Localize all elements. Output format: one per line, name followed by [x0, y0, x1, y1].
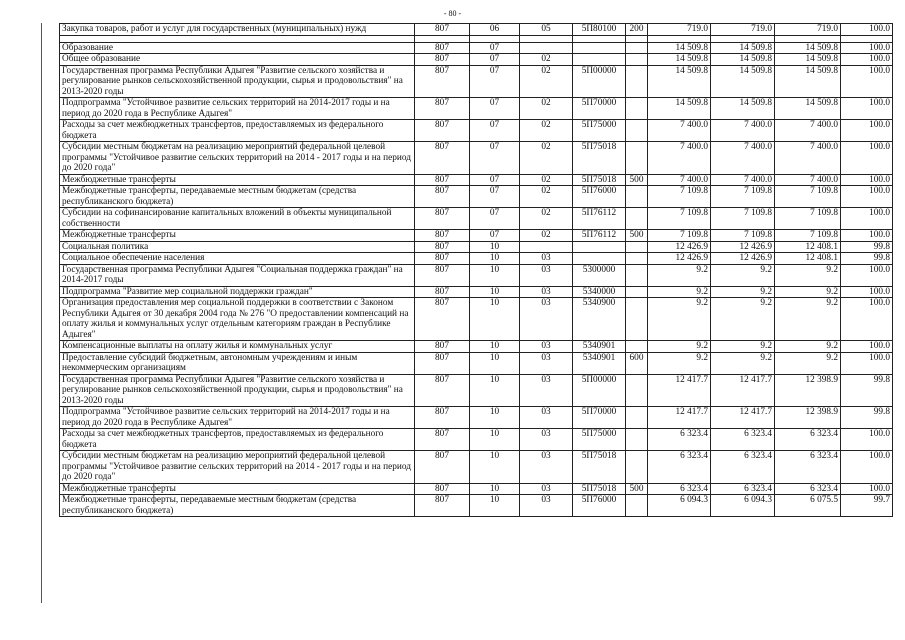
row-v1-cell: 9.2 [648, 286, 711, 298]
row-vr-cell [626, 286, 648, 298]
row-pct-cell: 100.0 [841, 352, 893, 374]
row-v3-cell: 14 509.8 [775, 42, 841, 54]
row-pct-cell: 100.0 [841, 120, 893, 142]
row-pr-cell: 03 [520, 341, 573, 353]
table-row [60, 341, 893, 353]
row-v1-cell: 12 426.9 [648, 253, 711, 265]
row-vr-cell [626, 98, 648, 120]
row-pr-cell: 02 [520, 142, 573, 175]
row-v2-cell: 9.2 [711, 352, 775, 374]
row-gr-cell: 807 [415, 230, 470, 242]
row-v1-cell: 9.2 [648, 352, 711, 374]
row-pr-cell: 03 [520, 451, 573, 484]
table-row [60, 253, 893, 265]
row-pr-cell: 02 [520, 208, 573, 230]
row-rz-cell: 07 [470, 98, 520, 120]
row-pr-cell [520, 241, 573, 253]
row-v2-cell: 9.2 [711, 341, 775, 353]
row-csr-cell [573, 241, 626, 253]
row-v3-cell: 12 408.1 [775, 241, 841, 253]
row-gr-cell: 807 [415, 98, 470, 120]
row-csr-cell: 5П00000 [573, 65, 626, 98]
row-v2-cell: 7 109.8 [711, 208, 775, 230]
spacer-cell [626, 35, 648, 42]
row-rz-cell: 07 [470, 208, 520, 230]
row-v2-cell: 7 109.8 [711, 186, 775, 208]
row-v3-cell: 9.2 [775, 264, 841, 286]
row-v2-cell: 9.2 [711, 286, 775, 298]
row-rz-cell: 10 [470, 264, 520, 286]
row-v1-cell: 7 109.8 [648, 208, 711, 230]
row-v1-cell: 719.0 [648, 24, 711, 36]
row-pct-cell: 100.0 [841, 24, 893, 36]
row-v1-cell: 7 400.0 [648, 174, 711, 186]
row-pr-cell: 02 [520, 174, 573, 186]
row-v1-cell: 14 509.8 [648, 42, 711, 54]
row-vr-cell [626, 429, 648, 451]
row-pct-cell: 100.0 [841, 54, 893, 66]
row-v2-cell: 14 509.8 [711, 54, 775, 66]
row-v1-cell: 9.2 [648, 341, 711, 353]
row-v3-cell: 9.2 [775, 286, 841, 298]
row-pct-cell: 99.7 [841, 495, 893, 517]
row-v3-cell: 7 400.0 [775, 174, 841, 186]
row-pr-cell: 05 [520, 24, 573, 36]
row-name-cell: Субсидии местным бюджетам на реализацию мероприятий федеральной целевой программы "Устойчивое развитие сельских территорий на 2014 - 2017 годы и на период до 2020 года" [60, 451, 415, 484]
row-gr-cell: 807 [415, 186, 470, 208]
row-vr-cell [626, 142, 648, 175]
row-vr-cell [626, 120, 648, 142]
row-pct-cell: 99.8 [841, 407, 893, 429]
row-csr-cell: 5П75018 [573, 451, 626, 484]
row-gr-cell: 807 [415, 208, 470, 230]
row-pr-cell: 03 [520, 298, 573, 341]
row-gr-cell: 807 [415, 298, 470, 341]
row-gr-cell: 807 [415, 407, 470, 429]
row-rz-cell: 10 [470, 495, 520, 517]
row-v3-cell: 7 109.8 [775, 230, 841, 242]
row-pr-cell: 03 [520, 286, 573, 298]
row-pct-cell: 100.0 [841, 286, 893, 298]
row-vr-cell [626, 208, 648, 230]
row-v2-cell: 6 323.4 [711, 483, 775, 495]
row-gr-cell: 807 [415, 24, 470, 36]
row-pct-cell: 100.0 [841, 451, 893, 484]
row-rz-cell: 10 [470, 374, 520, 407]
table-row [60, 352, 893, 374]
row-name-cell: Субсидии местным бюджетам на реализацию мероприятий федеральной целевой программы "Устойчивое развитие сельских территорий на 2014 - 2017 годы и на период до 2020 года" [60, 142, 415, 175]
row-pct-cell: 100.0 [841, 65, 893, 98]
row-v1-cell: 7 400.0 [648, 142, 711, 175]
row-gr-cell: 807 [415, 142, 470, 175]
spacer-cell [415, 35, 470, 42]
row-v2-cell: 9.2 [711, 264, 775, 286]
row-vr-cell: 200 [626, 24, 648, 36]
row-v3-cell: 6 075.5 [775, 495, 841, 517]
row-v1-cell: 14 509.8 [648, 98, 711, 120]
row-rz-cell: 06 [470, 24, 520, 36]
row-v2-cell: 7 109.8 [711, 230, 775, 242]
row-v1-cell: 12 417.7 [648, 374, 711, 407]
row-v3-cell: 6 323.4 [775, 483, 841, 495]
row-pr-cell: 02 [520, 186, 573, 208]
row-pr-cell: 03 [520, 429, 573, 451]
row-v3-cell: 7 400.0 [775, 142, 841, 175]
row-name-cell: Закупка товаров, работ и услуг для государственных (муниципальных) нужд [60, 24, 415, 36]
row-v1-cell: 7 400.0 [648, 120, 711, 142]
row-rz-cell: 10 [470, 341, 520, 353]
table-row [60, 407, 893, 429]
spacer-cell [648, 35, 711, 42]
table-row [60, 186, 893, 208]
table-row [60, 120, 893, 142]
row-csr-cell: 5340900 [573, 298, 626, 341]
row-v1-cell: 7 109.8 [648, 230, 711, 242]
row-v1-cell: 14 509.8 [648, 65, 711, 98]
row-rz-cell: 10 [470, 253, 520, 265]
row-v2-cell: 14 509.8 [711, 65, 775, 98]
row-v3-cell: 14 509.8 [775, 65, 841, 98]
row-pct-cell: 100.0 [841, 42, 893, 54]
row-gr-cell: 807 [415, 174, 470, 186]
spacer-cell [841, 35, 893, 42]
row-vr-cell [626, 374, 648, 407]
row-vr-cell [626, 451, 648, 484]
row-gr-cell: 807 [415, 341, 470, 353]
row-pct-cell: 100.0 [841, 142, 893, 175]
row-pct-cell: 100.0 [841, 230, 893, 242]
row-name-cell: Межбюджетные трансферты [60, 174, 415, 186]
spacer-cell [60, 35, 415, 42]
row-pr-cell [520, 42, 573, 54]
row-name-cell: Подпрограмма "Устойчивое развитие сельских территорий на 2014-2017 годы и на период до 2020 года в Республике Адыгея" [60, 98, 415, 120]
row-v2-cell: 12 417.7 [711, 407, 775, 429]
row-pr-cell: 03 [520, 264, 573, 286]
row-vr-cell: 600 [626, 352, 648, 374]
table-row [60, 286, 893, 298]
row-v2-cell: 7 400.0 [711, 142, 775, 175]
row-rz-cell: 10 [470, 286, 520, 298]
row-pct-cell: 99.8 [841, 241, 893, 253]
row-csr-cell: 5П70000 [573, 407, 626, 429]
row-name-cell: Межбюджетные трансферты, передаваемые местным бюджетам (средства республиканского бюджета) [60, 186, 415, 208]
row-v2-cell: 7 400.0 [711, 174, 775, 186]
row-v2-cell: 12 426.9 [711, 253, 775, 265]
row-vr-cell [626, 65, 648, 98]
row-vr-cell: 500 [626, 483, 648, 495]
row-name-cell: Субсидии на софинансирование капитальных вложений в объекты муниципальной собственности [60, 208, 415, 230]
row-name-cell: Образование [60, 42, 415, 54]
row-pr-cell: 02 [520, 120, 573, 142]
table-row [60, 374, 893, 407]
row-rz-cell: 10 [470, 298, 520, 341]
table-row [60, 54, 893, 66]
row-rz-cell: 10 [470, 407, 520, 429]
row-v2-cell: 9.2 [711, 298, 775, 341]
row-pct-cell: 100.0 [841, 186, 893, 208]
row-gr-cell: 807 [415, 120, 470, 142]
spacer-cell [573, 35, 626, 42]
row-pr-cell: 03 [520, 495, 573, 517]
row-name-cell: Государственная программа Республики Адыгея "Развитие сельского хозяйства и регулирование рынков сельскохозяйственной продукции, сырья и продовольствия" на 2013-2020 годы [60, 65, 415, 98]
table-row [60, 230, 893, 242]
row-rz-cell: 07 [470, 54, 520, 66]
row-gr-cell: 807 [415, 241, 470, 253]
row-v3-cell: 9.2 [775, 352, 841, 374]
row-vr-cell [626, 298, 648, 341]
row-pr-cell: 02 [520, 230, 573, 242]
row-v3-cell: 6 323.4 [775, 451, 841, 484]
row-csr-cell: 5П70000 [573, 98, 626, 120]
row-pct-cell: 100.0 [841, 298, 893, 341]
row-v3-cell: 14 509.8 [775, 54, 841, 66]
row-gr-cell: 807 [415, 374, 470, 407]
row-v3-cell: 12 408.1 [775, 253, 841, 265]
row-v1-cell: 7 109.8 [648, 186, 711, 208]
row-v2-cell: 12 417.7 [711, 374, 775, 407]
row-pct-cell: 100.0 [841, 341, 893, 353]
spacer-cell [775, 35, 841, 42]
row-v2-cell: 12 426.9 [711, 241, 775, 253]
row-name-cell: Подпрограмма "Развитие мер социальной поддержки граждан" [60, 286, 415, 298]
row-v2-cell: 6 323.4 [711, 429, 775, 451]
row-csr-cell: 5П80100 [573, 24, 626, 36]
row-csr-cell [573, 42, 626, 54]
row-v3-cell: 9.2 [775, 341, 841, 353]
row-csr-cell: 5П76112 [573, 208, 626, 230]
row-rz-cell: 10 [470, 451, 520, 484]
row-v1-cell: 14 509.8 [648, 54, 711, 66]
row-v2-cell: 6 094.3 [711, 495, 775, 517]
row-name-cell: Государственная программа Республики Адыгея "Развитие сельского хозяйства и регулирование рынков сельскохозяйственной продукции, сырья и продовольствия" на 2013-2020 годы [60, 374, 415, 407]
row-v3-cell: 719.0 [775, 24, 841, 36]
row-v1-cell: 6 323.4 [648, 451, 711, 484]
row-pct-cell: 100.0 [841, 429, 893, 451]
row-rz-cell: 07 [470, 230, 520, 242]
row-pr-cell: 03 [520, 483, 573, 495]
row-v1-cell: 6 323.4 [648, 429, 711, 451]
row-vr-cell [626, 264, 648, 286]
table-row [60, 208, 893, 230]
row-csr-cell: 5300000 [573, 264, 626, 286]
row-gr-cell: 807 [415, 54, 470, 66]
row-pr-cell: 03 [520, 352, 573, 374]
row-pct-cell: 100.0 [841, 98, 893, 120]
row-name-cell: Межбюджетные трансферты [60, 483, 415, 495]
table-row [60, 42, 893, 54]
row-pr-cell: 03 [520, 374, 573, 407]
row-vr-cell: 500 [626, 230, 648, 242]
row-v3-cell: 9.2 [775, 298, 841, 341]
row-gr-cell: 807 [415, 253, 470, 265]
row-vr-cell [626, 341, 648, 353]
row-name-cell: Компенсационные выплаты на оплату жилья и коммунальных услуг [60, 341, 415, 353]
row-vr-cell [626, 42, 648, 54]
row-csr-cell: 5П75018 [573, 483, 626, 495]
row-gr-cell: 807 [415, 65, 470, 98]
row-pr-cell: 02 [520, 65, 573, 98]
row-gr-cell: 807 [415, 352, 470, 374]
row-pct-cell: 100.0 [841, 174, 893, 186]
table-row [60, 65, 893, 98]
row-v3-cell: 6 323.4 [775, 429, 841, 451]
row-name-cell: Организация предоставления мер социальной поддержки в соответствии с Законом Республики Адыгея от 30 декабря 2004 года № 276 "О предоставлении компенсаций на оплату жилья и коммунальных услуг отдельным категориям граждан в Республике Адыгея" [60, 298, 415, 341]
row-rz-cell: 07 [470, 186, 520, 208]
row-v1-cell: 6 094.3 [648, 495, 711, 517]
row-v3-cell: 14 509.8 [775, 98, 841, 120]
row-v2-cell: 7 400.0 [711, 120, 775, 142]
row-pct-cell: 99.8 [841, 374, 893, 407]
row-rz-cell: 10 [470, 483, 520, 495]
row-pr-cell: 02 [520, 98, 573, 120]
row-name-cell: Общее образование [60, 54, 415, 66]
row-name-cell: Расходы за счет межбюджетных трансфертов, предоставляемых из федерального бюджета [60, 120, 415, 142]
row-gr-cell: 807 [415, 286, 470, 298]
budget-table-body [60, 24, 893, 517]
table-row [60, 429, 893, 451]
page-number: - 80 - [443, 9, 462, 18]
table-row [60, 495, 893, 517]
row-csr-cell: 5340000 [573, 286, 626, 298]
row-v3-cell: 7 400.0 [775, 120, 841, 142]
row-pr-cell: 02 [520, 54, 573, 66]
row-csr-cell: 5340901 [573, 341, 626, 353]
spacer-cell [711, 35, 775, 42]
row-rz-cell: 07 [470, 65, 520, 98]
row-csr-cell [573, 253, 626, 265]
row-rz-cell: 07 [470, 174, 520, 186]
row-v1-cell: 9.2 [648, 264, 711, 286]
row-name-cell: Межбюджетные трансферты, передаваемые местным бюджетам (средства республиканского бюджета) [60, 495, 415, 517]
row-vr-cell [626, 54, 648, 66]
row-csr-cell: 5П75018 [573, 174, 626, 186]
row-rz-cell: 10 [470, 352, 520, 374]
row-rz-cell: 07 [470, 42, 520, 54]
row-rz-cell: 10 [470, 429, 520, 451]
row-v3-cell: 7 109.8 [775, 186, 841, 208]
row-csr-cell: 5П76000 [573, 186, 626, 208]
row-name-cell: Межбюджетные трансферты [60, 230, 415, 242]
row-v2-cell: 14 509.8 [711, 98, 775, 120]
table-row [60, 174, 893, 186]
row-gr-cell: 807 [415, 42, 470, 54]
spacer-row [60, 35, 893, 42]
row-vr-cell [626, 186, 648, 208]
row-csr-cell: 5340901 [573, 352, 626, 374]
row-gr-cell: 807 [415, 451, 470, 484]
row-vr-cell [626, 495, 648, 517]
row-v1-cell: 9.2 [648, 298, 711, 341]
row-vr-cell [626, 407, 648, 429]
row-rz-cell: 07 [470, 142, 520, 175]
row-v2-cell: 14 509.8 [711, 42, 775, 54]
row-pct-cell: 99.8 [841, 253, 893, 265]
row-v3-cell: 12 398.9 [775, 374, 841, 407]
row-v2-cell: 6 323.4 [711, 451, 775, 484]
row-name-cell: Подпрограмма "Устойчивое развитие сельских территорий на 2014-2017 годы и на период до 2020 года в Республике Адыгея" [60, 407, 415, 429]
row-gr-cell: 807 [415, 264, 470, 286]
table-row [60, 98, 893, 120]
row-name-cell: Расходы за счет межбюджетных трансфертов, предоставляемых из федерального бюджета [60, 429, 415, 451]
row-v2-cell: 719.0 [711, 24, 775, 36]
row-rz-cell: 10 [470, 241, 520, 253]
row-v3-cell: 7 109.8 [775, 208, 841, 230]
row-v1-cell: 12 426.9 [648, 241, 711, 253]
row-vr-cell: 500 [626, 174, 648, 186]
row-csr-cell: 5П76000 [573, 495, 626, 517]
row-pr-cell: 03 [520, 407, 573, 429]
row-rz-cell: 07 [470, 120, 520, 142]
row-v3-cell: 12 398.9 [775, 407, 841, 429]
row-pr-cell: 03 [520, 253, 573, 265]
row-gr-cell: 807 [415, 483, 470, 495]
table-row [60, 298, 893, 341]
row-csr-cell: 5П76112 [573, 230, 626, 242]
row-csr-cell: 5П75000 [573, 120, 626, 142]
table-row [60, 451, 893, 484]
spacer-cell [470, 35, 520, 42]
row-vr-cell [626, 241, 648, 253]
table-row [60, 24, 893, 36]
row-gr-cell: 807 [415, 429, 470, 451]
row-csr-cell: 5П75018 [573, 142, 626, 175]
row-csr-cell: 5П75000 [573, 429, 626, 451]
row-gr-cell: 807 [415, 495, 470, 517]
table-row [60, 241, 893, 253]
row-pct-cell: 100.0 [841, 208, 893, 230]
row-name-cell: Государственная программа Республики Адыгея "Социальная поддержка граждан" на 2014-2017 годы [60, 264, 415, 286]
row-name-cell: Социальная политика [60, 241, 415, 253]
spacer-cell [520, 35, 573, 42]
row-v1-cell: 6 323.4 [648, 483, 711, 495]
row-pct-cell: 100.0 [841, 483, 893, 495]
table-row [60, 142, 893, 175]
page-edge-line [41, 23, 42, 603]
table-row [60, 483, 893, 495]
row-csr-cell [573, 54, 626, 66]
row-csr-cell: 5П00000 [573, 374, 626, 407]
budget-table [59, 23, 893, 517]
row-pct-cell: 100.0 [841, 264, 893, 286]
row-vr-cell [626, 253, 648, 265]
table-row [60, 264, 893, 286]
row-v1-cell: 12 417.7 [648, 407, 711, 429]
row-name-cell: Социальное обеспечение населения [60, 253, 415, 265]
row-name-cell: Предоставление субсидий бюджетным, автономным учреждениям и иным некоммерческим организациям [60, 352, 415, 374]
